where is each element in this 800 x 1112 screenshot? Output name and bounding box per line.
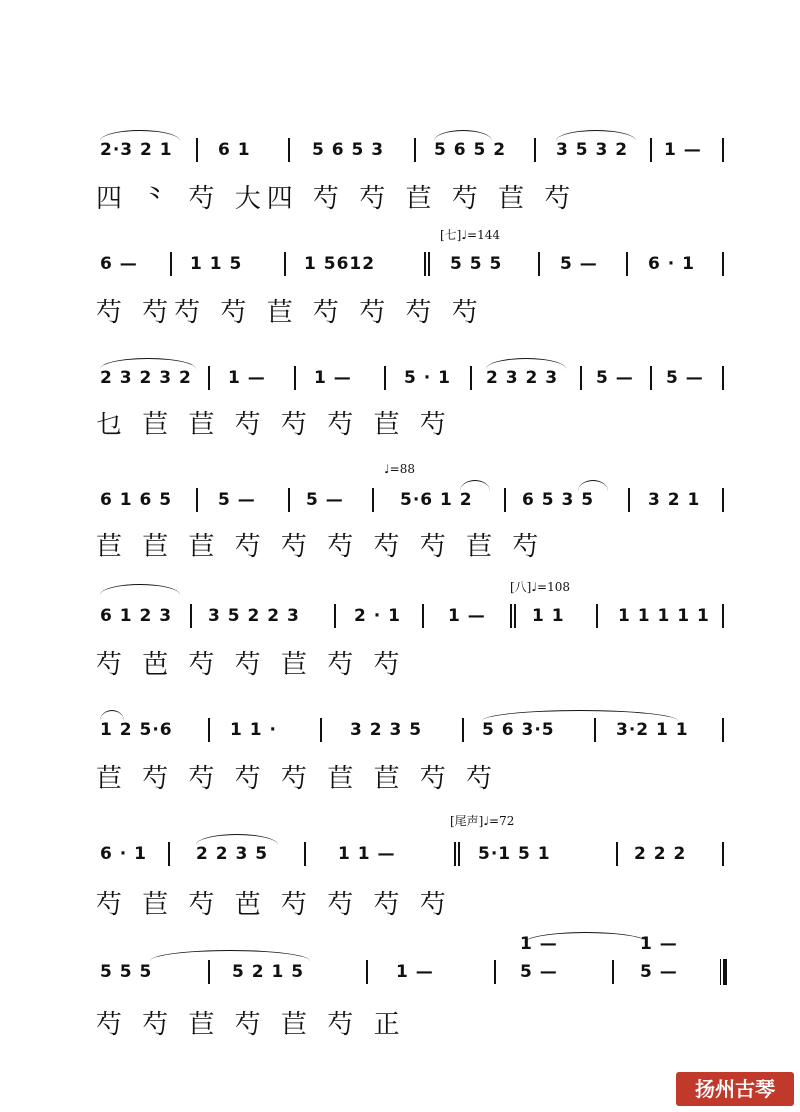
barline xyxy=(320,718,322,742)
barline xyxy=(650,138,652,162)
measure: 5 — xyxy=(218,490,256,510)
measure: 1 5612 xyxy=(304,254,376,274)
barline xyxy=(596,604,598,628)
measure: 6 1 xyxy=(218,140,251,160)
measure: 5 — xyxy=(520,962,558,982)
barline xyxy=(470,366,472,390)
jianzi-line: 四 ⺀ 芍 大四 芍 芍 苣 芍 苣 芍 xyxy=(96,184,577,214)
barline xyxy=(196,488,198,512)
barline xyxy=(612,960,614,984)
measure: 3 2 1 xyxy=(648,490,701,510)
barline xyxy=(626,252,628,276)
measure: 3 5 3 2 xyxy=(556,140,629,160)
double-barline xyxy=(510,604,516,628)
barline xyxy=(384,366,386,390)
barline xyxy=(190,604,192,628)
measure: 3 2 3 5 xyxy=(350,720,423,740)
jianzi-line: 苣 芍 芍 芍 芍 苣 苣 芍 芍 xyxy=(96,764,499,794)
barline xyxy=(650,366,652,390)
barline xyxy=(294,366,296,390)
measure: 5·6 1 2 xyxy=(400,490,473,510)
measure: 1 — xyxy=(664,140,702,160)
measure: 5 6 5 3 xyxy=(312,140,385,160)
barline xyxy=(580,366,582,390)
barline xyxy=(414,138,416,162)
barline xyxy=(208,960,210,984)
barline xyxy=(284,252,286,276)
barline xyxy=(170,252,172,276)
measure: 6 · 1 xyxy=(100,844,147,864)
measure: 5 — xyxy=(666,368,704,388)
barline xyxy=(288,138,290,162)
upper-voice: 1 — xyxy=(520,934,558,954)
double-barline xyxy=(454,842,460,866)
barline xyxy=(208,366,210,390)
barline xyxy=(304,842,306,866)
jianzi-line: 芍 芭 芍 芍 苣 芍 芍 xyxy=(96,650,406,680)
measure: 5 5 5 xyxy=(450,254,503,274)
measure: 5 2 1 5 xyxy=(232,962,305,982)
measure: 2·3 2 1 xyxy=(100,140,173,160)
measure: 5 5 5 xyxy=(100,962,153,982)
barline xyxy=(372,488,374,512)
barline xyxy=(504,488,506,512)
barline xyxy=(462,718,464,742)
barline xyxy=(722,252,724,276)
measure: 5·1 5 1 xyxy=(478,844,551,864)
measure: 5 — xyxy=(596,368,634,388)
section-marker: [八]♩=108 xyxy=(510,580,570,594)
barline xyxy=(722,366,724,390)
barline xyxy=(538,252,540,276)
barline xyxy=(534,138,536,162)
measure: 2 2 3 5 xyxy=(196,844,269,864)
tempo-marker: ♩=88 xyxy=(384,462,415,476)
barline xyxy=(422,604,424,628)
measure: 3 5 2 2 3 xyxy=(208,606,300,626)
section-marker: [七]♩=144 xyxy=(440,228,500,242)
site-logo: 扬州古琴 xyxy=(676,1072,794,1106)
measure: 6 1 2 3 xyxy=(100,606,173,626)
measure: 3·2 1 1 xyxy=(616,720,689,740)
barline xyxy=(722,842,724,866)
measure: 2 3 2 3 2 xyxy=(100,368,192,388)
measure: 5 — xyxy=(560,254,598,274)
barline xyxy=(168,842,170,866)
upper-voice: 1 — xyxy=(640,934,678,954)
jianzi-line: 芍 芍 苣 芍 苣 芍 正 xyxy=(96,1010,406,1040)
barline xyxy=(334,604,336,628)
measure: 1 1 xyxy=(532,606,565,626)
jianzi-line: 乜 苣 苣 芍 芍 芍 苣 芍 xyxy=(96,410,452,440)
measure: 1 1 — xyxy=(338,844,396,864)
measure: 1 — xyxy=(448,606,486,626)
measure: 5 · 1 xyxy=(404,368,451,388)
measure: 1 — xyxy=(396,962,434,982)
measure: 6 5 3 5 xyxy=(522,490,595,510)
measure: 1 — xyxy=(314,368,352,388)
measure: 5 — xyxy=(306,490,344,510)
barline xyxy=(594,718,596,742)
slur xyxy=(150,950,310,961)
barline xyxy=(722,604,724,628)
measure: 5 — xyxy=(640,962,678,982)
barline xyxy=(366,960,368,984)
barline xyxy=(494,960,496,984)
measure: 5 6 5 2 xyxy=(434,140,507,160)
measure: 5 6 3·5 xyxy=(482,720,555,740)
jianzi-line: 芍 苣 芍 芭 芍 芍 芍 芍 xyxy=(96,890,452,920)
measure: 1 1 · xyxy=(230,720,277,740)
barline xyxy=(288,488,290,512)
jianzi-line: 芍 芍芍 芍 苣 芍 芍 芍 芍 xyxy=(96,298,484,328)
measure: 6 — xyxy=(100,254,138,274)
final-barline xyxy=(720,959,727,985)
measure: 1 2 5·6 xyxy=(100,720,173,740)
measure: 6 1 6 5 xyxy=(100,490,173,510)
measure: 1 1 1 1 1 xyxy=(618,606,710,626)
measure: 6 · 1 xyxy=(648,254,695,274)
double-barline xyxy=(424,252,430,276)
measure: 2 2 2 xyxy=(634,844,687,864)
barline xyxy=(616,842,618,866)
measure: 2 3 2 3 xyxy=(486,368,559,388)
measure: 1 1 5 xyxy=(190,254,243,274)
barline xyxy=(722,718,724,742)
barline xyxy=(722,488,724,512)
jianzi-line: 苣 苣 苣 芍 芍 芍 芍 芍 苣 芍 xyxy=(96,532,545,562)
barline xyxy=(196,138,198,162)
measure: 1 — xyxy=(228,368,266,388)
barline xyxy=(208,718,210,742)
barline xyxy=(722,138,724,162)
section-marker: [尾声]♩=72 xyxy=(450,814,515,828)
barline xyxy=(628,488,630,512)
measure: 2 · 1 xyxy=(354,606,401,626)
slur xyxy=(100,584,180,595)
